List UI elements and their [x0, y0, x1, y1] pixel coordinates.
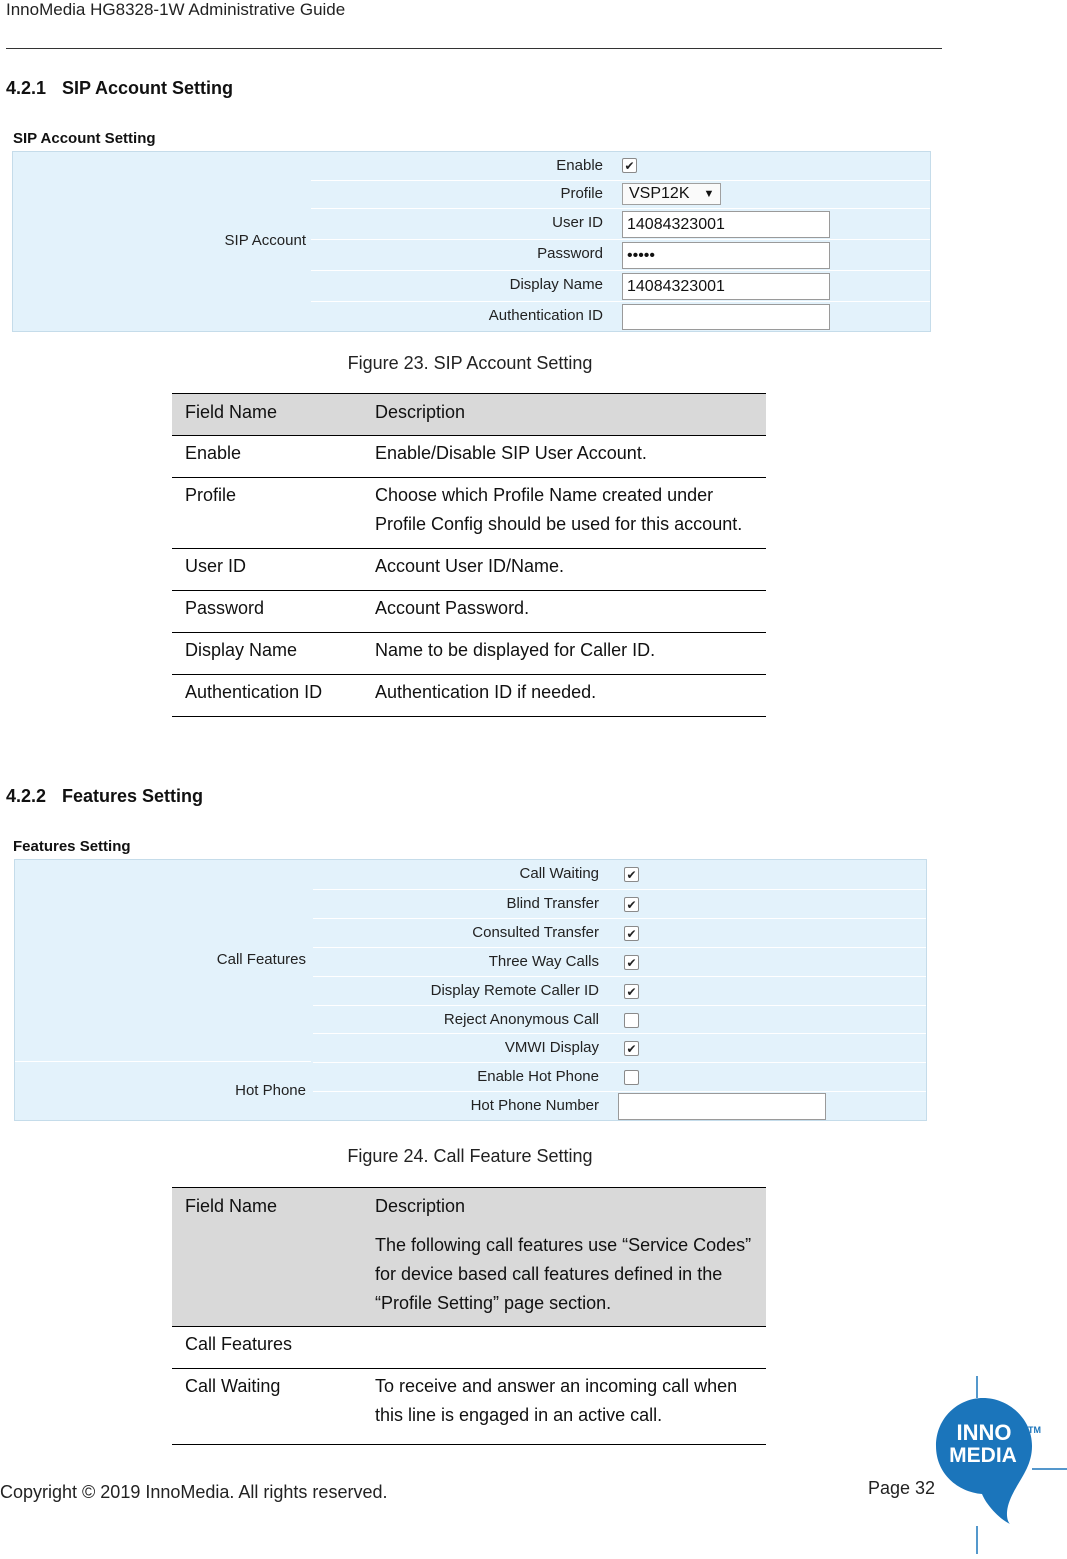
table-cell: Profile [185, 485, 237, 505]
field-row-blind-transfer [313, 889, 926, 919]
reject-anonymous-call-checkbox[interactable] [624, 1013, 639, 1028]
chevron-down-icon: ▼ [703, 188, 715, 200]
field-row-consulted-transfer [313, 918, 926, 948]
table-group-label: Call Features [185, 1334, 293, 1354]
table-header-row [172, 394, 766, 436]
field-row-call-waiting [313, 860, 926, 889]
table-cell: Authentication ID [185, 682, 323, 702]
group-divider [15, 1061, 311, 1062]
table-header-description: Description [362, 394, 766, 436]
table-row [172, 633, 766, 675]
table-row [172, 436, 766, 478]
enable-hot-phone-checkbox[interactable] [624, 1070, 639, 1085]
table-row [172, 591, 766, 633]
table-cell: Call Waiting [185, 1376, 281, 1396]
table-cell [362, 1327, 766, 1369]
group-label-sip-account: SIP Account [224, 232, 306, 249]
blind-transfer-checkbox[interactable] [624, 897, 639, 912]
field-label: Profile [560, 185, 603, 202]
password-input[interactable]: ••••• [622, 242, 830, 269]
field-row-hot-phone-number [313, 1091, 926, 1121]
field-label: Display Name [509, 276, 603, 293]
field-label: Three Way Calls [488, 953, 599, 970]
table-cell: Account User ID/Name. [375, 556, 565, 576]
field-label: VMWI Display [504, 1039, 599, 1056]
check-icon: ✔ [626, 1041, 637, 1056]
field-label: Authentication ID [488, 307, 603, 324]
table-header-row [172, 1188, 766, 1327]
table-row [172, 675, 766, 717]
field-label: Password [537, 245, 603, 262]
display-remote-caller-id-checkbox[interactable] [624, 984, 639, 999]
field-row-vmwi-display [313, 1033, 926, 1063]
field-label: Hot Phone Number [470, 1097, 599, 1114]
field-label: Call Waiting [519, 865, 599, 882]
check-icon: ✔ [624, 158, 635, 173]
table-header-description: Description [375, 1196, 466, 1216]
field-row-reject-anonymous-call [313, 1005, 926, 1034]
table-row [172, 478, 766, 549]
vmwi-display-checkbox[interactable] [624, 1041, 639, 1056]
section-number: 4.2.2 [6, 786, 47, 806]
features-panel [14, 859, 927, 1121]
table-header-field-name: Field Name [172, 1188, 362, 1327]
table-cell: Enable/Disable SIP User Account. [375, 443, 647, 463]
call-feature-description-table [172, 1187, 766, 1445]
section-number: 4.2.1 [6, 78, 47, 98]
consulted-transfer-checkbox[interactable] [624, 926, 639, 941]
footer-page-number: Page 32 [868, 1478, 936, 1498]
field-row-user-id [311, 208, 930, 240]
check-icon: ✔ [626, 926, 637, 941]
table-cell: Account Password. [375, 598, 530, 618]
figure-24-caption: Figure 24. Call Feature Setting [347, 1146, 593, 1166]
field-row-enable-hot-phone [313, 1062, 926, 1092]
sip-field-description-table [172, 393, 766, 717]
table-cell: User ID [185, 556, 247, 576]
enable-checkbox[interactable] [622, 158, 637, 173]
innomedia-logo-graphic [928, 1376, 1067, 1554]
group-label-hot-phone: Hot Phone [235, 1082, 306, 1099]
profile-select-value: VSP12K [629, 185, 690, 202]
header-rule [6, 48, 942, 49]
section-title: SIP Account Setting [62, 78, 234, 98]
field-label: Enable Hot Phone [477, 1068, 599, 1085]
field-label: Display Remote Caller ID [430, 982, 599, 999]
table-group-row [172, 1327, 766, 1369]
table-row [172, 549, 766, 591]
sip-account-panel [12, 151, 931, 332]
field-label: Reject Anonymous Call [443, 1011, 599, 1028]
table-cell: Enable [185, 443, 242, 463]
call-waiting-checkbox[interactable] [624, 867, 639, 882]
field-row-authentication-id [311, 301, 930, 332]
profile-select[interactable] [622, 183, 721, 205]
figure-23-caption: Figure 23. SIP Account Setting [347, 353, 593, 373]
field-row-password [311, 239, 930, 271]
hot-phone-number-input[interactable] [618, 1093, 826, 1120]
check-icon: ✔ [626, 984, 637, 999]
table-cell: Name to be displayed for Caller ID. [375, 640, 656, 660]
sip-panel-title: SIP Account Setting [13, 130, 156, 147]
table-cell: To receive and answer an incoming call when this line is engaged in an active call. [375, 1376, 738, 1425]
field-row-display-remote-caller-id [313, 976, 926, 1006]
table-cell: Password [185, 598, 265, 618]
features-panel-title: Features Setting [13, 838, 131, 855]
check-icon: ✔ [626, 897, 637, 912]
table-cell: Display Name [185, 640, 298, 660]
table-header-description-cell [362, 1188, 766, 1327]
three-way-calls-checkbox[interactable] [624, 955, 639, 970]
table-header-field-name: Field Name [172, 394, 362, 436]
field-row-profile [311, 180, 930, 209]
user-id-input[interactable]: 14084323001 [622, 211, 830, 238]
table-header-note: The following call features use “Service Codes” for device based call features defined in the “Profile Setting” page section. [375, 1235, 752, 1313]
field-label: Enable [556, 157, 603, 174]
field-row-three-way-calls [313, 947, 926, 977]
check-icon: ✔ [626, 955, 637, 970]
table-cell: Choose which Profile Name created under Profile Config should be used for this account. [375, 485, 743, 534]
logo-text-line1: INNO [956, 1420, 1012, 1445]
display-name-input[interactable]: 14084323001 [622, 273, 830, 300]
field-row-enable [311, 152, 930, 180]
logo-text-line2: MEDIA [949, 1444, 1017, 1467]
section-heading-features [6, 786, 203, 807]
group-label-call-features: Call Features [216, 951, 306, 968]
table-cell: Authentication ID if needed. [375, 682, 597, 702]
page-header-title: InnoMedia HG8328-1W Administrative Guide [6, 0, 346, 19]
section-title: Features Setting [62, 786, 204, 806]
field-row-display-name [311, 270, 930, 302]
check-icon: ✔ [626, 867, 637, 882]
authentication-id-input[interactable] [622, 304, 830, 330]
footer-copyright: Copyright © 2019 InnoMedia. All rights reserved. [0, 1482, 388, 1502]
field-label: Blind Transfer [506, 895, 599, 912]
logo-tm: TM [1028, 1425, 1041, 1435]
field-label: Consulted Transfer [472, 924, 599, 941]
innomedia-logo [928, 1376, 1067, 1559]
table-row [172, 1369, 766, 1445]
field-label: User ID [552, 214, 603, 231]
section-heading-sip [6, 78, 233, 99]
